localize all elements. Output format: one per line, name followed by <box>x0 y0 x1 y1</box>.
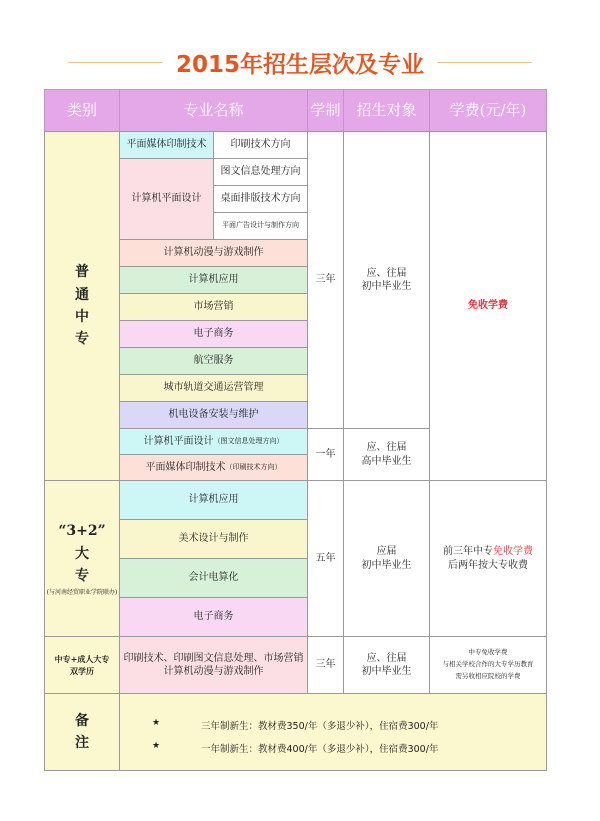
header-duration: 学制 <box>307 89 344 132</box>
fee-3plus2-prefix: 前三年中专 <box>443 546 493 557</box>
page-title: 2015年招生层次及专业 <box>175 52 424 78</box>
note-star-2: ★ <box>152 741 161 751</box>
target-regular-1yr: 应、往届 高中毕业生 <box>343 428 430 481</box>
header-fee: 学费(元/年) <box>429 89 547 132</box>
major-print-media: 平面媒体印制技术 <box>119 131 214 159</box>
header-target: 招生对象 <box>343 89 430 132</box>
duration-regular-3yr: 三年 <box>307 131 344 429</box>
target-dual: 应、往届 初中毕业生 <box>343 636 430 694</box>
major-dual: 印刷技术、印刷图文信息处理、市场营销 计算机动漫与游戏制作 <box>119 636 308 694</box>
note-line-2: 一年制新生：教材费400/年（多退少补），住宿费300/年 <box>201 744 439 755</box>
fee-regular: 免收学费 <box>429 131 547 481</box>
major-3plus2-art-design: 美术设计与制作 <box>119 519 308 559</box>
major-electromechanical: 机电设备安装与维护 <box>119 401 308 429</box>
major-3plus2-ecommerce: 电子商务 <box>119 597 308 637</box>
duration-3plus2: 五年 <box>307 480 344 637</box>
category-3plus2-sub: (与河南经贸职业学院联办) <box>46 589 118 597</box>
major-aviation: 航空服务 <box>119 347 308 375</box>
fee-3plus2-free: 免收学费 <box>493 546 533 557</box>
major-animation: 计算机动漫与游戏制作 <box>119 239 308 267</box>
major-3plus2-accounting: 会计电算化 <box>119 558 308 598</box>
major-3plus2-computer-app: 计算机应用 <box>119 480 308 520</box>
note-star-1: ★ <box>152 718 161 728</box>
major-print-media-hs-main: 平面媒体印制技术 <box>145 461 226 473</box>
major-computer-application: 计算机应用 <box>119 266 308 294</box>
major-rail-transit: 城市轨道交通运营管理 <box>119 374 308 402</box>
major-cd-direction-1: 图文信息处理方向 <box>213 158 308 186</box>
category-3plus2 <box>44 480 120 637</box>
category-regular: 普 通 中 专 <box>44 131 120 481</box>
major-computer-design-hs-main: 计算机平面设计 <box>143 435 214 447</box>
major-computer-design-hs <box>119 428 308 455</box>
category-3plus2-main: “3+2” 大 专 <box>58 523 106 585</box>
fee-3plus2 <box>429 480 547 637</box>
major-ecommerce: 电子商务 <box>119 320 308 348</box>
category-dual: 中专+成人大专 双学历 <box>44 636 120 694</box>
major-computer-design: 计算机平面设计 <box>119 158 214 240</box>
target-regular-3yr: 应、往届 初中毕业生 <box>343 131 430 429</box>
duration-regular-1yr: 一年 <box>307 428 344 481</box>
major-cd-direction-3: 平面广告设计与制作方向 <box>213 212 308 240</box>
category-notes: 备 注 <box>44 693 120 771</box>
major-computer-design-hs-sub: （图文信息处理方向） <box>213 436 284 445</box>
target-3plus2: 应届 初中毕业生 <box>343 480 430 637</box>
major-print-media-hs <box>119 454 308 481</box>
major-print-media-hs-sub: （印刷技术方向） <box>225 462 282 471</box>
notes-box <box>119 693 547 771</box>
major-cd-direction-2: 桌面排版技术方向 <box>213 185 308 213</box>
major-print-media-direction: 印刷技术方向 <box>213 131 308 159</box>
header-category: 类别 <box>44 89 120 132</box>
duration-dual: 三年 <box>307 636 344 694</box>
major-marketing: 市场营销 <box>119 293 308 321</box>
header-major: 专业名称 <box>119 89 308 132</box>
fee-dual: 中专免收学费 与相关学校合作的大专学历教育 需另收相应院校的学费 <box>429 636 547 694</box>
note-line-1: 三年制新生：教材费350/年（多退少补），住宿费300/年 <box>201 721 439 732</box>
fee-3plus2-line2: 后两年按大专收费 <box>448 559 528 571</box>
